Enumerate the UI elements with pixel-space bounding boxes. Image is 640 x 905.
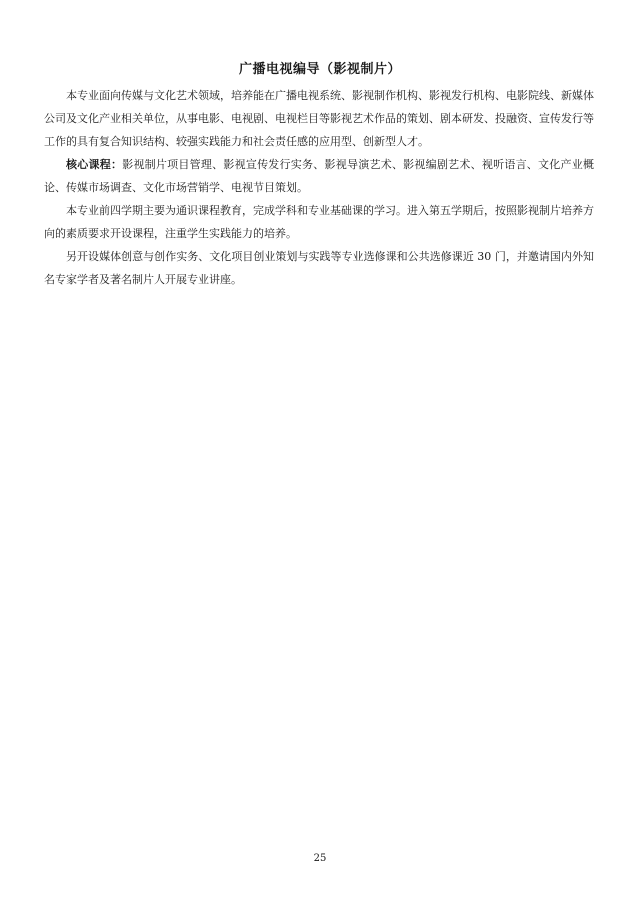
page-number: 25: [313, 853, 327, 864]
paragraph-curriculum: 本专业前四学期主要为通识课程教育，完成学科和专业基础课的学习。进入第五学期后，按照影视制片培养方向的素质要求开设课程，注重学生实践能力的培养。: [44, 204, 594, 240]
paragraph-electives: 另开设媒体创意与创作实务、文化项目创业策划与实践等专业选修课和公共选修课近 30 门，并邀请国内外知名专家学者及著名制片人开展专业讲座。: [44, 250, 594, 286]
document-body: [44, 84, 594, 291]
core-courses-label: 核心课程：: [66, 158, 123, 171]
document-title: 广播电视编导（影视制片）: [238, 62, 401, 77]
paragraph-overview: 本专业面向传媒与文化艺术领域，培养能在广播电视系统、影视制作机构、影视发行机构、电影院线、新媒体公司及文化产业相关单位，从事电影、电视剧、电视栏目等影视艺术作品的策划、剧本研发、投融资、宣传发行等工作的具有复合知识结构、较强实践能力和社会责任感的应用型、创新型人才。: [44, 89, 594, 148]
paragraph-core-courses: [44, 153, 594, 199]
core-courses-text: 影视制片项目管理、影视宣传发行实务、影视导演艺术、影视编剧艺术、视听语言、文化产业概论、传媒市场调查、文化市场营销学、电视节目策划。: [44, 158, 595, 194]
